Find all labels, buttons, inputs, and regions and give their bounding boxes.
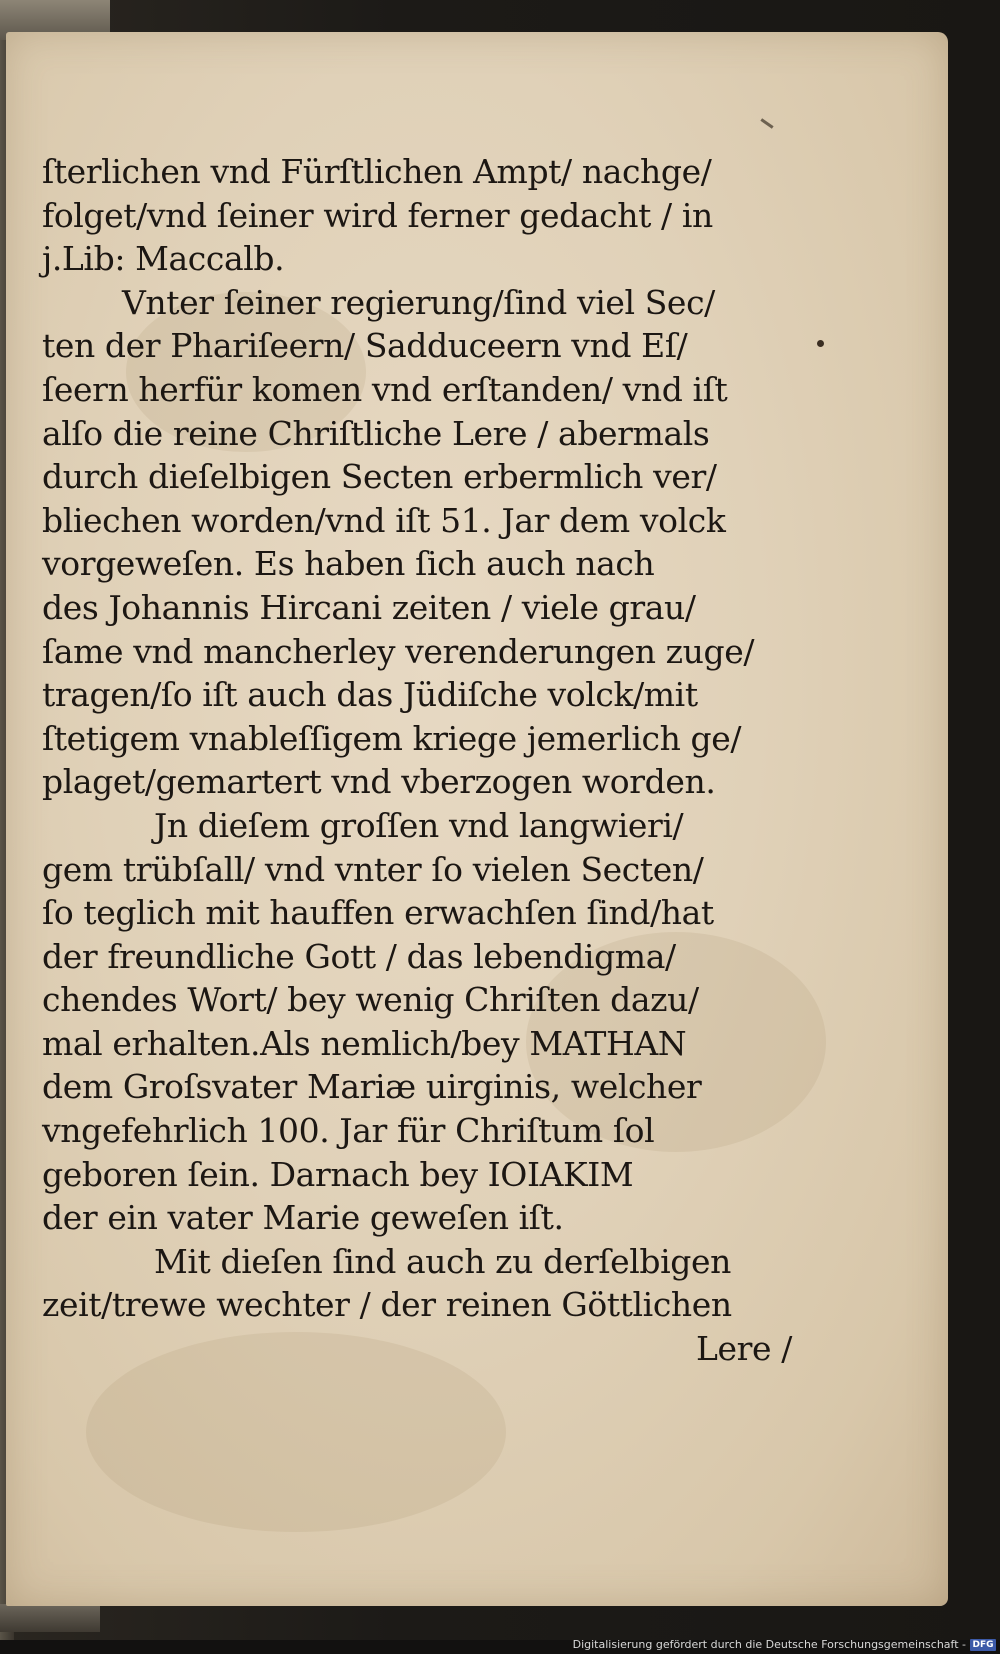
text-line: mal erhalten.Als nemlich/bey MATHAN: [42, 1023, 687, 1063]
text-line: der freundliche Gott / das lebendigma/: [42, 936, 676, 976]
text-line: chendes Wort/ bey wenig Chriſten dazu/: [42, 980, 699, 1020]
paragraph-start-line: Mit dieſen ſind auch zu derſelbigen: [154, 1241, 732, 1281]
paragraph-start-line: Jn dieſem groſſen vnd langwieri/: [154, 805, 684, 845]
text-line: plaget/gemartert vnd vberzogen worden.: [42, 762, 716, 802]
text-line: j.Lib: Maccalb.: [42, 239, 285, 279]
text-line: ſtetigem vnableſſigem kriege jemerlich ge/: [42, 718, 742, 758]
text-line: des Johannis Hircani zeiten / viele grau/: [42, 587, 696, 627]
catchword: Lere /: [696, 1329, 792, 1369]
text-line: geboren ſein. Darnach bey IOIAKIM: [42, 1154, 634, 1194]
text-line: gem trübſall/ vnd vnter ſo vielen Secten/: [42, 849, 704, 889]
text-line: folget/vnd ſeiner wird ferner gedacht / in: [42, 195, 713, 235]
text-line: zeit/trewe wechter / der reinen Göttlichen: [42, 1285, 732, 1325]
paragraph-start-line: Vnter ſeiner regierung/ſind viel Sec/: [122, 282, 715, 322]
text-line: vngefehrlich 100. Jar für Chriſtum ſol: [42, 1111, 655, 1151]
text-line: vorgeweſen. Es haben ſich auch nach: [42, 544, 655, 584]
text-line: der ein vater Marie geweſen iſt.: [42, 1198, 564, 1238]
text-line: tragen/ſo iſt auch das Jüdiſche volck/mit: [42, 675, 698, 715]
text-line: alſo die reine Chriſtliche Lere / abermals: [42, 413, 710, 453]
text-line: ſeern herfür komen vnd erſtanden/ vnd iſt: [42, 369, 728, 409]
page-text: [42, 150, 802, 1371]
adjacent-page-edge-bottom: [0, 1604, 100, 1632]
text-line: ſo teglich mit hauffen erwachſen ſind/hat: [42, 893, 714, 933]
digitization-credit: Digitalisierung gefördert durch die Deutsche Forschungsgemeinschaft -: [572, 1638, 966, 1651]
text-line: ten der Phariſeern/ Sadduceern vnd Eſ/: [42, 326, 688, 366]
text-line: ſame vnd mancherley verenderungen zuge/: [42, 631, 755, 671]
text-line: bliechen worden/vnd iſt 51. Jar dem volck: [42, 500, 726, 540]
text-line: dem Groſsvater Mariæ uirginis, welcher: [42, 1067, 702, 1107]
ink-dot: [817, 340, 824, 347]
text-line: durch dieſelbigen Secten erbermlich ver/: [42, 457, 717, 497]
text-line: ſterlichen vnd Fürſtlichen Ampt/ nachge/: [42, 152, 712, 191]
dfg-logo: DFG: [970, 1639, 996, 1651]
